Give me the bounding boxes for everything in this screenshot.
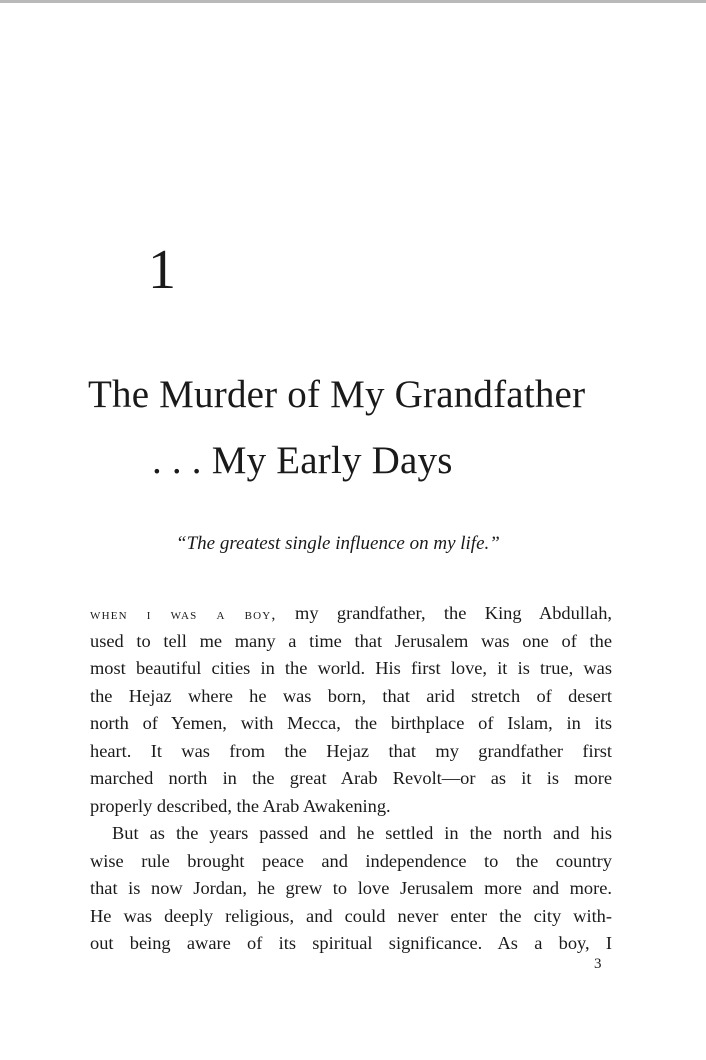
body-line: He was deeply religious, and could never enter the city with-	[90, 905, 612, 926]
body-line: the Hejaz where he was born, that arid stretch of desert	[90, 685, 612, 706]
body-line: that is now Jordan, he grew to love Jerusalem more and more.	[90, 878, 612, 898]
chapter-title	[88, 367, 688, 489]
chapter-number: 1	[148, 239, 176, 301]
lead-in-small-caps: when i was a boy,	[90, 606, 277, 623]
body-line: out being aware of its spiritual significance. As a boy, I	[90, 933, 612, 953]
body-line: most beautiful cities in the world. His first love, it is true, was	[90, 658, 612, 678]
body-line: heart. It was from the Hejaz that my grandfather first	[90, 740, 612, 761]
body-line: marched north in the great Arab Revolt—or as it is more	[90, 768, 612, 788]
epigraph: “The greatest single influence on my life.”	[176, 533, 500, 554]
body-line: wise rule brought peace and independence to the country	[90, 850, 612, 871]
chapter-title-line-1: The Murder of My Grandfather	[88, 373, 586, 416]
page-number: 3	[594, 956, 602, 972]
body-line: north of Yemen, with Mecca, the birthplace of Islam, in its	[90, 713, 612, 733]
body-line	[90, 600, 612, 628]
body-line: used to tell me many a time that Jerusalem was one of the	[90, 630, 612, 651]
body-line: But as the years passed and he settled in the north and his	[112, 823, 612, 843]
body-line-text: my grandfather, the King Abdullah,	[276, 603, 612, 623]
chapter-title-line-2: . . . My Early Days	[152, 439, 453, 482]
top-rule	[0, 0, 706, 3]
body-text	[90, 600, 612, 958]
body-line: properly described, the Arab Awakening.	[90, 795, 391, 816]
